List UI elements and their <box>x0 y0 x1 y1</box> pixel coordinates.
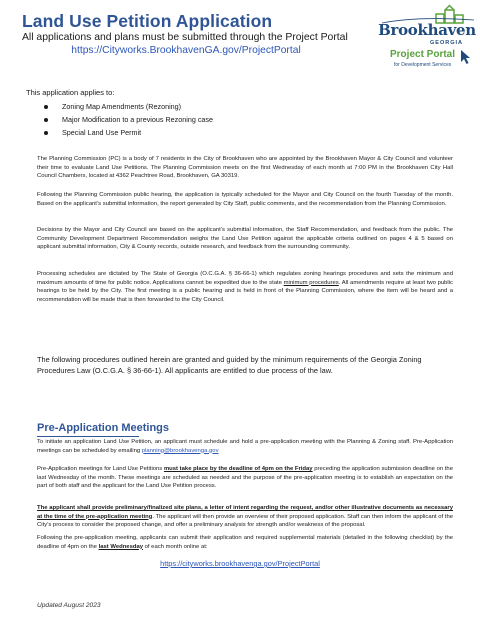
logo-portal-name: Project Portal <box>390 49 456 60</box>
heading-underline <box>37 436 139 437</box>
project-portal-link[interactable]: https://Cityworks.BrookhavenGA.gov/ProjectPortal <box>71 45 301 56</box>
pre-application-heading: Pre-Application Meetings <box>37 422 170 434</box>
page-subtitle: All applications and plans must be submitted through the Project Portal <box>22 32 348 43</box>
brookhaven-logo <box>378 4 478 80</box>
planning-commission-paragraph: The Planning Commission (PC) is a body of 7 residents in the City of Brookhaven who are appointed by the Brookhaven Mayor & City Council and volunteer their time to evaluate Land Use Petitions. The Planning Commission meets on the first Wednesday of each month at 7:00 PM in the Brookhaven City Hall Council Chambers, located at 4362 Peachtree Road, Brookhaven, GA 30319. <box>37 156 453 180</box>
processing-paragraph: Processing schedules are dictated by The State of Georgia (O.C.G.A. § 36-66-1) which regulates zoning hearings procedures and sets the minimum and maximum amounts of time for public notice. Applications cannot be expedited due to the state minimum procedures. All amendments require at least two public hearings to be held by the City. The first meeting is a public hearing and is held in front of the Planning Commission, where the item will be heard and a recommendation will be made that is then forwarded to the City Council. <box>37 271 453 303</box>
pre-app-documents-paragraph: The applicant shall provide preliminary/finalized site plans, a letter of intent regarding the request, and/or other illustrative documents as necessary at the time of the pre-application meeting. The applicant will then provide an overview of their proposed application. Staff can then inform the applicant of the City’s process to consider the proposed change, and offer a preliminary analysis for strength and/or weakness of the proposal. <box>37 505 453 529</box>
bullet-icon <box>44 131 48 135</box>
page-title: Land Use Petition Application <box>22 11 273 31</box>
zoning-law-note: The following procedures outlined herein are granted and guided by the minimum requirements of the Georgia Zoning Procedures Law (O.C.G.A. § 36-66-1). All applicants are entitled to due process of the law. <box>37 355 422 375</box>
logo-state: GEORGIA <box>430 40 463 46</box>
pre-app-deadline-paragraph: Pre-Application meetings for Land Use Petitions must take place by the deadline of 4pm on the Friday preceding the application submission deadline on the last Wednesday of the month. These meetings are scheduled as needed and the purpose of the pre-application meeting is to establish an expectation on the part of both staff and the applicant for the Land Use Petition process. <box>37 466 453 490</box>
bullet-icon <box>44 105 48 109</box>
project-portal-url-link[interactable]: https://cityworks.brookhavenga.gov/ProjectPortal <box>160 559 320 568</box>
council-schedule-paragraph: Following the Planning Commission public hearing, the application is typically scheduled for the Mayor and City Council on the fourth Tuesday of the month. Based on the applicant’s submittal information, the report generated by City Staff, public comments, and the recommendation from the Planning Commission. <box>37 192 453 207</box>
applies-intro: This application applies to: <box>26 88 115 97</box>
applies-list <box>44 100 213 139</box>
decisions-paragraph: Decisions by the Mayor and City Council are based on the applicant’s submittal information, the Staff Recommendation, and feedback from the public. The Community Development Department Recommendation weighs the Land Use Petition against the applicable criteria outlined on pages 4 & 5 based on applicant submittal information, City & County records, outside research, and feedback from the surrounding community. <box>37 227 453 251</box>
pre-app-submission-paragraph: Following the pre-application meeting, applicants can submit their application and required supplemental materials (detailed in the following checklist) by the deadline of 4pm on the last Wednesday of each month online at: <box>37 535 453 550</box>
planning-email-link[interactable]: planning@brookhavenga.gov <box>141 447 219 454</box>
list-item: Special Land Use Permit <box>44 126 213 139</box>
pre-app-intro-paragraph: To initiate an application Land Use Petition, an applicant must schedule and hold a pre-application meeting with the Planning & Zoning staff. Pre-Application meetings can be scheduled by emailing planning@brookhavenga.gov <box>37 439 453 454</box>
list-item: Major Modification to a previous Rezoning case <box>44 113 213 126</box>
logo-tagline: for Development Services <box>394 62 452 68</box>
page-header <box>0 0 480 80</box>
bullet-icon <box>44 118 48 122</box>
logo-city-name: Brookhaven <box>378 21 476 39</box>
cursor-icon <box>460 49 472 65</box>
updated-date: Updated August 2023 <box>37 602 101 609</box>
list-item: Zoning Map Amendments (Rezoning) <box>44 100 213 113</box>
